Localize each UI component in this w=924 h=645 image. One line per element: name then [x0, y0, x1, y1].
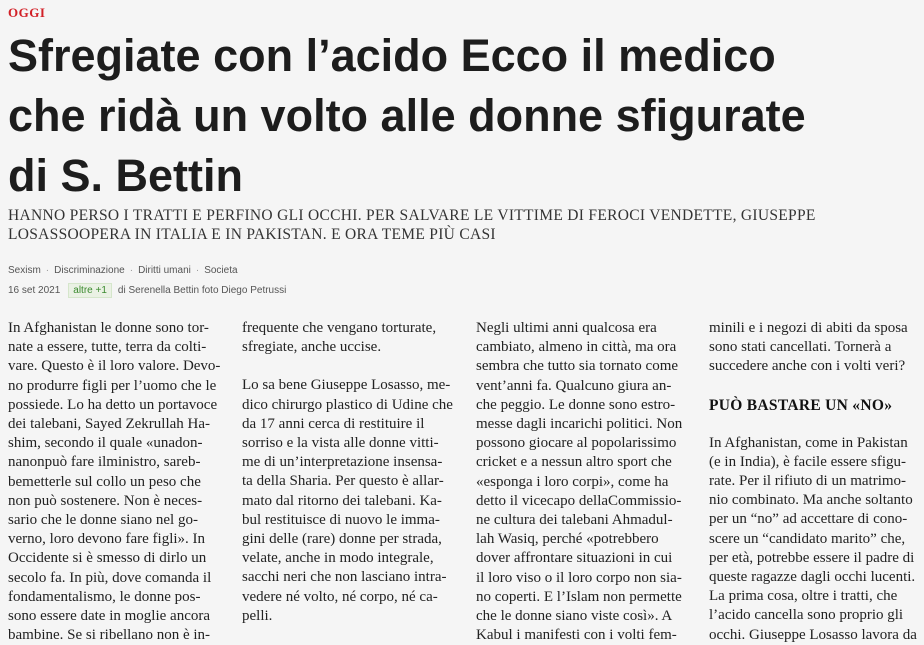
text-line: possiede. Lo ha detto un portavoce — [8, 396, 218, 413]
paragraph — [242, 319, 453, 357]
text-line: sembra che tutto sia tornato come — [476, 358, 679, 375]
publish-date: 16 set 2021 — [8, 285, 61, 296]
text-line: bul restituisce di nuovo le imma- — [242, 511, 440, 528]
tag-link[interactable]: Diritti umani — [138, 265, 191, 276]
text-line: possono giocare al popolarissimo — [476, 435, 677, 452]
text-line: cambiato, almeno in città, ma ora — [476, 339, 677, 356]
headline-line: che ridà un volto alle donne sfigurate — [8, 90, 806, 141]
subtitle-line: LOSASSOOPERA IN ITALIA E IN PAKISTAN. E ORA TEME PIÙ CASI — [8, 226, 496, 243]
text-line: Lo sa bene Giuseppe Losasso, me- — [242, 377, 451, 394]
text-line: sorriso e la vista alle donne vitti- — [242, 435, 439, 452]
text-line: occhi. Giuseppe Losasso lavora da — [709, 626, 917, 643]
text-line: (e in India), è facile essere sfigu- — [709, 453, 906, 470]
text-line: succedere anche con i volti veri? — [709, 358, 906, 375]
text-line: nio combinato. Ma anche soltanto — [709, 492, 913, 509]
article-column-2 — [242, 319, 453, 626]
text-line: me di un’interpretazione insensa- — [242, 454, 443, 471]
text-line: queste ragazze dagli occhi lucenti. — [709, 569, 916, 586]
tag-link[interactable]: Sexism — [8, 265, 41, 276]
paragraph-gap — [709, 415, 917, 434]
text-line: per età, potrebbe essere il padre di — [709, 549, 915, 566]
text-line: cricket e a nessun altro sport che — [476, 454, 672, 471]
text-line: verno, loro devono fare figli». In — [8, 531, 206, 548]
text-line: ta della Sharia. Per questo è allar- — [242, 473, 444, 490]
text-line: vare. Questo è il loro valore. Devo- — [8, 358, 221, 375]
subtitle-line: HANNO PERSO I TRATTI E PERFINO GLI OCCHI. PER SALVARE LE VITTIME DI FEROCI VENDETTE, GIUSEPPE — [8, 207, 816, 224]
text-line: sono stati cancellati. Tornerà a — [709, 339, 892, 356]
text-line: lah Wasiq, perché «potrebbero — [476, 531, 659, 548]
article-meta — [8, 283, 286, 298]
text-line: bemetterle sul collo un peso che — [8, 473, 201, 490]
text-line: scere un “candidato marito” che, — [709, 530, 906, 547]
text-line: bambine. Se si ribellano non è in- — [8, 627, 211, 644]
tag-link[interactable]: Societa — [204, 265, 238, 276]
paragraph — [709, 434, 917, 645]
text-line: velate, anche in modo integrale, — [242, 550, 434, 567]
paragraph-gap — [242, 357, 453, 376]
tag-separator: · — [129, 265, 134, 276]
text-line: Kabul i manifesti con i volti fem- — [476, 627, 677, 644]
brand-logo[interactable]: OGGI — [8, 5, 46, 20]
text-line: vedere né volto, né corpo, né ca- — [242, 588, 438, 605]
text-line: non può sostenere. Non è neces- — [8, 492, 203, 509]
text-line: messe dagli incarichi politici. Non — [476, 416, 683, 433]
text-line: mato dal ritorno dei talebani. Ka- — [242, 492, 442, 509]
article-column-1 — [8, 319, 220, 645]
text-line: minili e i negozi di abiti da sposa — [709, 320, 908, 336]
text-line: per un “no” ad accettare di cono- — [709, 511, 908, 528]
text-line: detto il vicecapo dellaCommissio- — [476, 492, 682, 509]
text-line: ne cultura dei talebani Ahmadul- — [476, 512, 673, 529]
text-line: shim, secondo il quale «unadon- — [8, 435, 203, 452]
text-line: da 17 anni cerca di restituire il — [242, 415, 425, 432]
text-line: frequente che vengano torturate, — [242, 320, 437, 336]
text-line: che peggio. Le donne sono estro- — [476, 396, 676, 413]
text-line: «esponga i loro corpi», come ha — [476, 473, 669, 490]
paragraph — [242, 376, 453, 626]
text-line: sfregiate, anche uccise. — [242, 339, 382, 356]
more-authors-badge[interactable]: altre +1 — [68, 283, 112, 298]
text-line: nanonpuò fare ilministro, sareb- — [8, 454, 201, 471]
text-line: secolo fa. In più, dove comanda il — [8, 569, 212, 586]
text-line: dover affrontare situazioni in cui — [476, 550, 673, 567]
text-line: In Afghanistan, come in Pakistan — [709, 434, 908, 451]
tag-link[interactable]: Discriminazione — [54, 265, 125, 276]
text-line: gini delle (rare) donne per strada, — [242, 531, 442, 548]
text-line: pelli. — [242, 607, 273, 624]
tag-list — [8, 265, 238, 276]
text-line: nate a essere, tutte, terra da colti- — [8, 339, 207, 356]
text-line: l’acido cancella sono proprio gli — [709, 607, 904, 624]
article-headline — [8, 26, 908, 206]
headline-line: Sfregiate con l’acido Ecco il medico — [8, 30, 776, 81]
headline-line: di S. Bettin — [8, 150, 243, 201]
article-column-4 — [709, 319, 917, 645]
text-line: rate. Per il rifiuto di un matrimo- — [709, 473, 907, 490]
paragraph-gap — [709, 377, 917, 396]
text-line: sacchi neri che non lasciano intra- — [242, 569, 447, 586]
text-line: dico chirurgo plastico di Udine che — [242, 396, 453, 413]
text-line: no produrre figli per l’uomo che le — [8, 377, 217, 394]
text-line: In Afghanistan le donne sono tor- — [8, 320, 209, 336]
text-line: il loro viso o il loro corpo non sia- — [476, 569, 682, 586]
text-line: Negli ultimi anni qualcosa era — [476, 320, 657, 336]
article-column-3 — [476, 319, 682, 645]
text-line: sario che le donne siano nel go- — [8, 512, 198, 529]
text-line: Occidente si è smesso di dirlo un — [8, 550, 207, 567]
tag-separator: · — [195, 265, 200, 276]
paragraph — [709, 319, 917, 377]
tag-separator: · — [45, 265, 50, 276]
article-subtitle — [8, 206, 908, 244]
text-line: vent’anni fa. Qualcuno giura an- — [476, 377, 672, 394]
text-line: che le donne siano viste così». A — [476, 608, 673, 625]
text-line: dei talebani, Sayed Zekrullah Ha- — [8, 416, 211, 433]
text-line: fondamentalismo, le donne pos- — [8, 588, 201, 605]
text-line: La prima cosa, oltre i tratti, che — [709, 588, 898, 605]
text-line: sono essere date in moglie ancora — [8, 608, 211, 625]
text-line: no coperti. E l’Islam non permette — [476, 588, 682, 605]
byline: di Serenella Bettin foto Diego Petrussi — [117, 285, 287, 296]
section-heading: PUÒ BASTARE UN «NO» — [709, 396, 893, 414]
